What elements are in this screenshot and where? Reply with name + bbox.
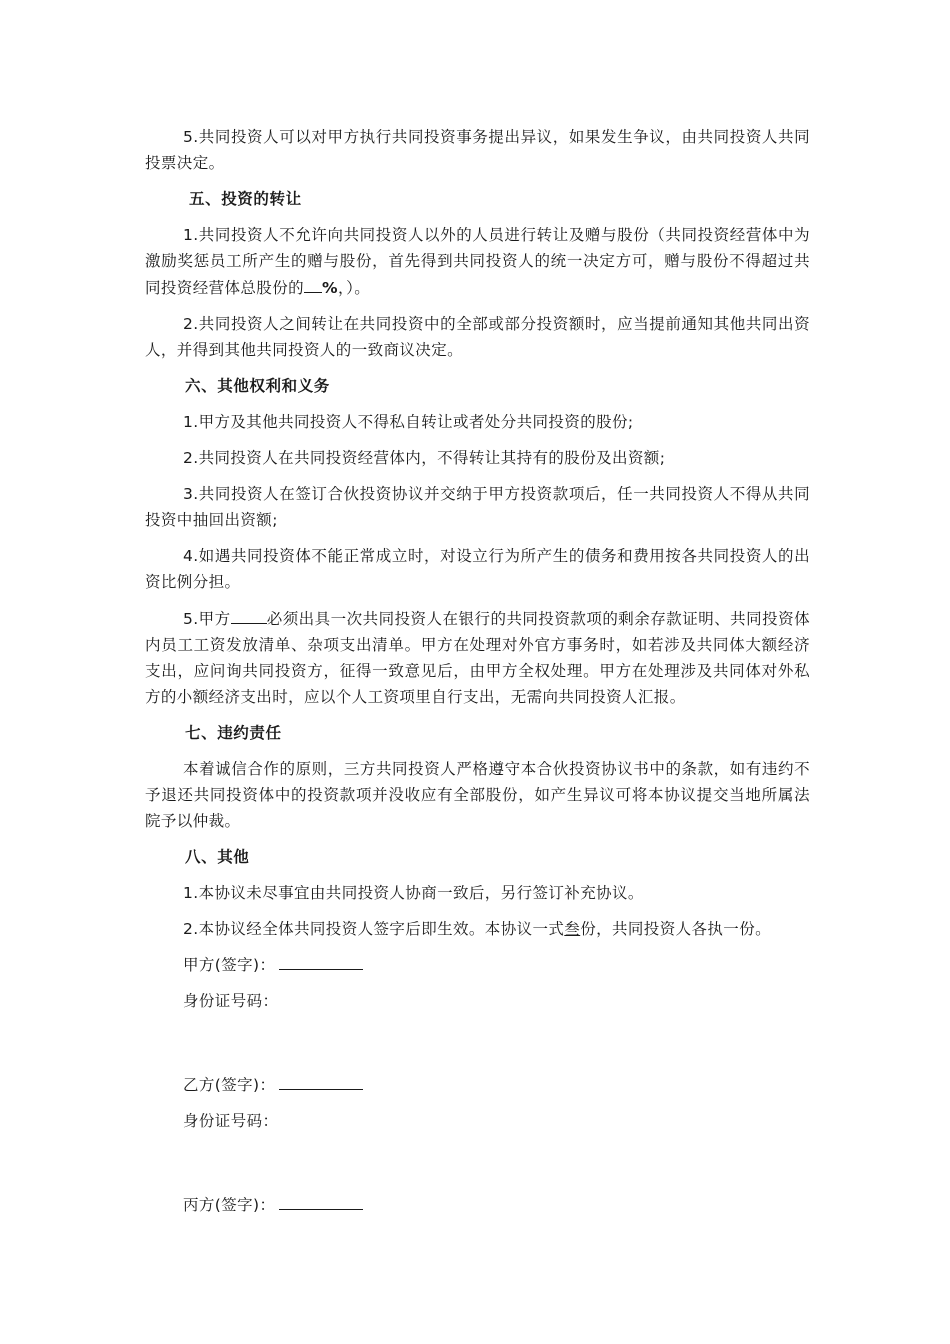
clause-4-5: 5.共同投资人可以对甲方执行共同投资事务提出异议，如果发生争议，由共同投资人共同投票决定。 — [145, 128, 810, 172]
section-heading-5: 五、投资的转让 — [189, 190, 302, 208]
clause-6-5 — [145, 605, 810, 710]
signature-party-c — [183, 1192, 810, 1218]
clause-8-2-tail: 份，共同投资人各执一份。 — [580, 920, 772, 938]
id-number-a: 身份证号码： — [183, 992, 279, 1010]
clause-5-1 — [145, 222, 810, 301]
document-body — [145, 124, 810, 1228]
clause-8-1: 1.本协议未尽事宜由共同投资人协商一致后，另行签订补充协议。 — [183, 884, 644, 902]
copies-count: 叁 — [564, 920, 581, 938]
clause-6-5-text: 必须出具一次共同投资人在银行的共同投资款项的剩余存款证明、共同投资体内员工工资发放清单、杂项支出清单。甲方在处理对外官方事务时，如若涉及共同体大额经济支出，应问询共同投资方，征得一致意见后，由甲方全权处理。甲方在处理涉及共同体对外私方的小额经济支出时，应以个人工资项里自行支出，无需向共同投资人汇报。 — [145, 610, 810, 706]
signature-label: 丙方(签字)： — [183, 1196, 276, 1214]
clause-5-2: 2.共同投资人之间转让在共同投资中的全部或部分投资额时，应当提前通知其他共同出资人，并得到其他共同投资人的一致商议决定。 — [145, 315, 810, 359]
signature-party-a — [183, 952, 810, 978]
clause-7: 本着诚信合作的原则，三方共同投资人严格遵守本合伙投资协议书中的条款，如有违约不予退还共同投资体中的投资款项并没收应有全部股份，如产生异议可将本协议提交当地所属法院予以仲裁。 — [145, 760, 810, 830]
signature-line — [279, 1073, 363, 1090]
clause-6-2: 2.共同投资人在共同投资经营体内，不得转让其持有的股份及出资额; — [183, 449, 666, 467]
blank-field — [304, 274, 322, 293]
section-heading-6: 六、其他权利和义务 — [185, 377, 330, 395]
id-number-b: 身份证号码： — [183, 1112, 279, 1130]
clause-6-1: 1.甲方及其他共同投资人不得私自转让或者处分共同投资的股份; — [183, 413, 634, 431]
blank-field — [231, 605, 267, 624]
section-heading-8: 八、其他 — [185, 848, 250, 866]
clause-6-4: 4.如遇共同投资体不能正常成立时，对设立行为所产生的债务和费用按各共同投资人的出资比例分担。 — [145, 547, 810, 591]
clause-5-1-tail: ，）。 — [337, 279, 371, 297]
clause-5-1-text: 1.共同投资人不允许向共同投资人以外的人员进行转让及赠与股份（共同投资经营体中为激励奖惩员工所产生的赠与股份，首先得到共同投资人的统一决定方可，赠与股份不得超过共同投资经营体总股份的 — [145, 226, 810, 297]
signature-label: 甲方(签字)： — [183, 956, 276, 974]
clause-6-3: 3.共同投资人在签订合伙投资协议并交纳于甲方投资款项后，任一共同投资人不得从共同投资中抽回出资额; — [145, 485, 810, 529]
percent-sign: % — [322, 279, 338, 297]
signature-party-b — [183, 1072, 810, 1098]
signature-label: 乙方(签字)： — [183, 1076, 276, 1094]
spacer — [145, 1024, 810, 1072]
clause-6-5-lead: 5.甲方 — [183, 610, 231, 628]
signature-line — [279, 953, 363, 970]
signature-line — [279, 1193, 363, 1210]
clause-8-2 — [145, 916, 810, 942]
spacer — [145, 1144, 810, 1192]
section-heading-7: 七、违约责任 — [185, 724, 282, 742]
clause-8-2-text: 2.本协议经全体共同投资人签字后即生效。本协议一式 — [183, 920, 565, 938]
